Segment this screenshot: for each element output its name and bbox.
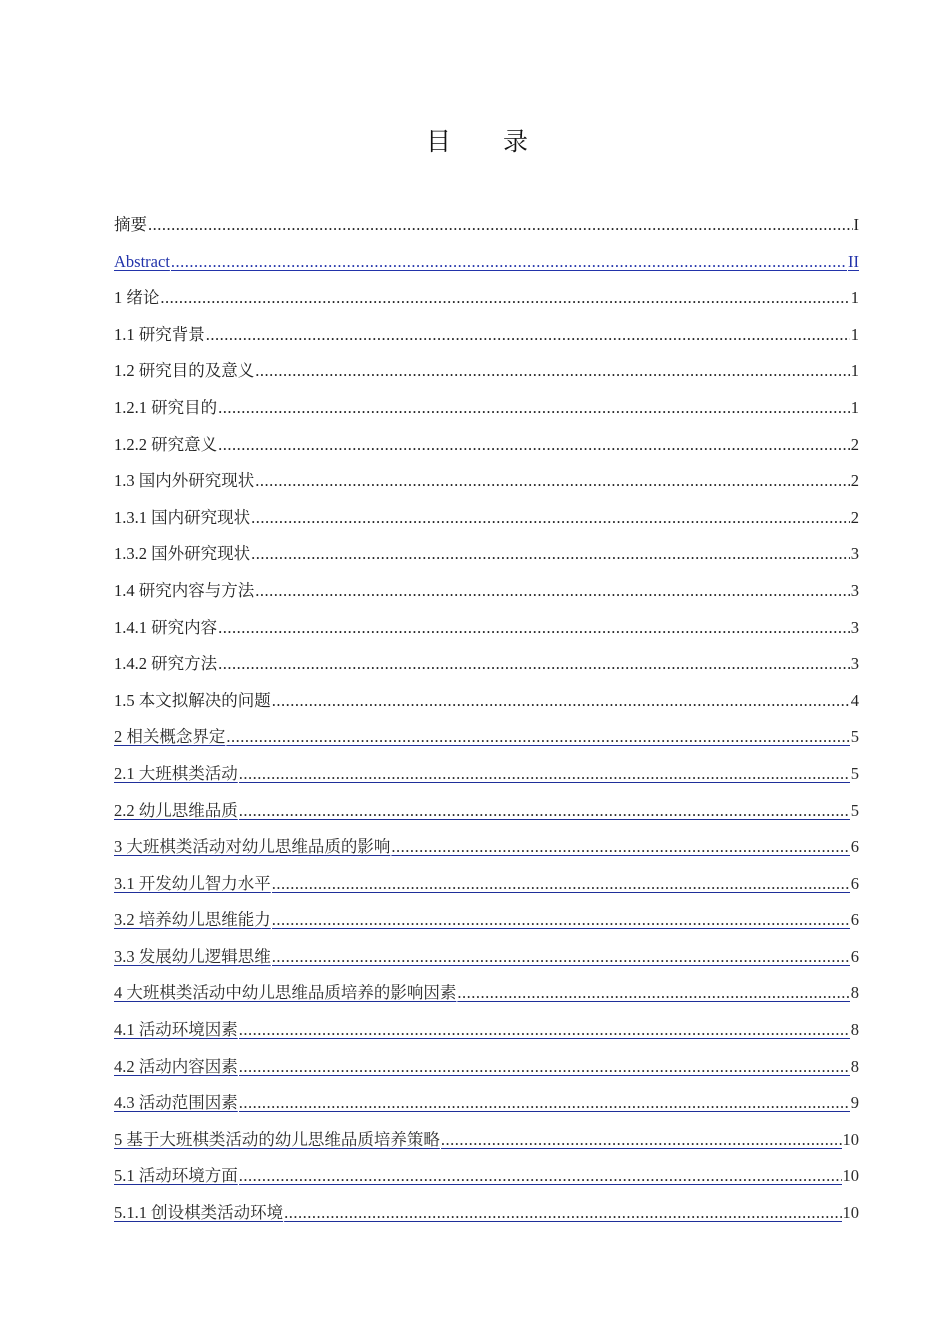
toc-entry-label: 1.4.1 研究内容 — [114, 617, 218, 637]
toc-entry-page-number: 8 — [850, 1020, 859, 1040]
toc-leader-dots — [255, 573, 850, 610]
toc-entry — [114, 317, 859, 354]
toc-entry-page-number: 10 — [842, 1166, 859, 1186]
toc-entry-page-number: 4 — [850, 690, 859, 710]
toc-entry[interactable] — [114, 756, 859, 793]
toc-entry[interactable] — [114, 975, 859, 1012]
toc-entry-page-number: 5 — [850, 800, 859, 820]
toc-entry-label: 5.1 活动环境方面 — [114, 1166, 238, 1186]
toc-leader-dots — [239, 756, 850, 793]
toc-leader-dots — [239, 1049, 850, 1086]
toc-entry-page-number: 2 — [850, 434, 859, 454]
toc-leader-dots — [272, 939, 850, 976]
toc-leader-dots — [457, 975, 849, 1012]
toc-entry-label: 3 大班棋类活动对幼儿思维品质的影响 — [114, 837, 391, 857]
toc-entry-label: 4.3 活动范围因素 — [114, 1093, 238, 1113]
toc-entry-page-number: 10 — [842, 1203, 859, 1223]
toc-entry — [114, 500, 859, 537]
toc-entry — [114, 573, 859, 610]
toc-entry[interactable] — [114, 939, 859, 976]
toc-entry-label: 1.2.1 研究目的 — [114, 397, 218, 417]
toc-entry-page-number: I — [853, 215, 859, 234]
toc-entry-label: 2.2 幼儿思维品质 — [114, 800, 238, 820]
toc-entry[interactable] — [114, 902, 859, 939]
toc-entry[interactable] — [114, 866, 859, 903]
toc-entry-page-number: 6 — [850, 910, 859, 930]
toc-entry-page-number: 1 — [850, 361, 859, 381]
toc-entry-page-number: 8 — [850, 1056, 859, 1076]
toc-leader-dots — [284, 1195, 841, 1232]
toc-entry — [114, 536, 859, 573]
toc-entry[interactable] — [114, 1122, 859, 1159]
toc-leader-dots — [272, 866, 850, 903]
toc-entry-page-number: 3 — [850, 654, 859, 674]
toc-entry-label: 摘要 — [114, 215, 147, 234]
toc-entry — [114, 280, 859, 317]
toc-entry-page-number: 3 — [850, 617, 859, 637]
toc-leader-dots — [218, 390, 850, 427]
toc-leader-dots — [255, 463, 850, 500]
toc-entry-label: 3.3 发展幼儿逻辑思维 — [114, 946, 271, 966]
toc-entry-label: 1.5 本文拟解决的问题 — [114, 690, 271, 710]
toc-entry-label: 1.4 研究内容与方法 — [114, 580, 255, 600]
toc-entry-label: 1.3 国内外研究现状 — [114, 471, 255, 491]
toc-entry-label: 1.2 研究目的及意义 — [114, 361, 255, 381]
toc-entry-label: 4.2 活动内容因素 — [114, 1056, 238, 1076]
toc-entry — [114, 390, 859, 427]
toc-leader-dots — [441, 1122, 842, 1159]
toc-entry — [114, 646, 859, 683]
toc-entry-page-number: II — [848, 251, 859, 271]
toc-entry-page-number: 3 — [850, 580, 859, 600]
toc-entry-label: 1.1 研究背景 — [114, 324, 205, 344]
toc-entry-label: 5 基于大班棋类活动的幼儿思维品质培养策略 — [114, 1129, 440, 1149]
toc-leader-dots — [255, 353, 850, 390]
toc-entry — [114, 427, 859, 464]
toc-entry-label: 1 绪论 — [114, 288, 160, 308]
toc-entry-page-number: 8 — [850, 983, 859, 1003]
toc-entry-label: Abstract — [114, 251, 170, 271]
toc-entry-page-number: 1 — [850, 324, 859, 344]
toc-leader-dots — [239, 1085, 850, 1122]
toc-entry-page-number: 2 — [850, 471, 859, 491]
toc-entry — [114, 353, 859, 390]
toc-entry-page-number: 3 — [850, 544, 859, 564]
toc-leader-dots — [171, 244, 847, 281]
toc-entry[interactable] — [114, 1049, 859, 1086]
toc-entry-page-number: 1 — [850, 397, 859, 417]
table-of-contents — [114, 207, 859, 1232]
toc-leader-dots — [206, 317, 850, 354]
toc-leader-dots — [239, 793, 850, 830]
toc-entry-page-number: 1 — [850, 288, 859, 308]
toc-entry-page-number: 9 — [850, 1093, 859, 1113]
toc-entry-label: 1.3.1 国内研究现状 — [114, 507, 251, 527]
toc-entry-label: 3.2 培养幼儿思维能力 — [114, 910, 271, 930]
toc-leader-dots — [148, 207, 853, 244]
toc-entry-label: 1.4.2 研究方法 — [114, 654, 218, 674]
toc-entry — [114, 610, 859, 647]
toc-entry-page-number: 10 — [842, 1129, 859, 1149]
toc-entry — [114, 463, 859, 500]
toc-entry[interactable] — [114, 1012, 859, 1049]
toc-entry[interactable] — [114, 1195, 859, 1232]
toc-entry[interactable] — [114, 1085, 859, 1122]
toc-entry-page-number: 5 — [850, 727, 859, 747]
toc-entry — [114, 207, 859, 244]
toc-leader-dots — [251, 536, 850, 573]
toc-leader-dots — [239, 1012, 850, 1049]
page-title: 目 录 — [426, 127, 550, 156]
toc-entry-label: 4 大班棋类活动中幼儿思维品质培养的影响因素 — [114, 983, 457, 1003]
toc-entry-label: 3.1 开发幼儿智力水平 — [114, 873, 271, 893]
toc-entry-label: 1.3.2 国外研究现状 — [114, 544, 251, 564]
toc-entry[interactable] — [114, 1158, 859, 1195]
toc-entry[interactable] — [114, 829, 859, 866]
toc-entry-label: 5.1.1 创设棋类活动环境 — [114, 1203, 284, 1223]
toc-leader-dots — [218, 646, 850, 683]
toc-leader-dots — [239, 1158, 842, 1195]
toc-entry[interactable] — [114, 793, 859, 830]
toc-entry-page-number: 6 — [850, 837, 859, 857]
toc-entry-page-number: 6 — [850, 873, 859, 893]
toc-leader-dots — [391, 829, 849, 866]
toc-entry-label: 2.1 大班棋类活动 — [114, 763, 238, 783]
toc-leader-dots — [160, 280, 849, 317]
toc-entry-page-number: 2 — [850, 507, 859, 527]
toc-entry-label: 2 相关概念界定 — [114, 727, 226, 747]
toc-entry[interactable] — [114, 244, 859, 281]
toc-leader-dots — [218, 427, 850, 464]
toc-leader-dots — [272, 683, 850, 720]
toc-entry-page-number: 5 — [850, 763, 859, 783]
toc-entry — [114, 683, 859, 720]
toc-entry-page-number: 6 — [850, 946, 859, 966]
toc-leader-dots — [218, 610, 850, 647]
toc-entry-label: 1.2.2 研究意义 — [114, 434, 218, 454]
toc-entry[interactable] — [114, 719, 859, 756]
toc-leader-dots — [226, 719, 849, 756]
toc-leader-dots — [272, 902, 850, 939]
toc-leader-dots — [251, 500, 850, 537]
toc-entry-label: 4.1 活动环境因素 — [114, 1020, 238, 1040]
